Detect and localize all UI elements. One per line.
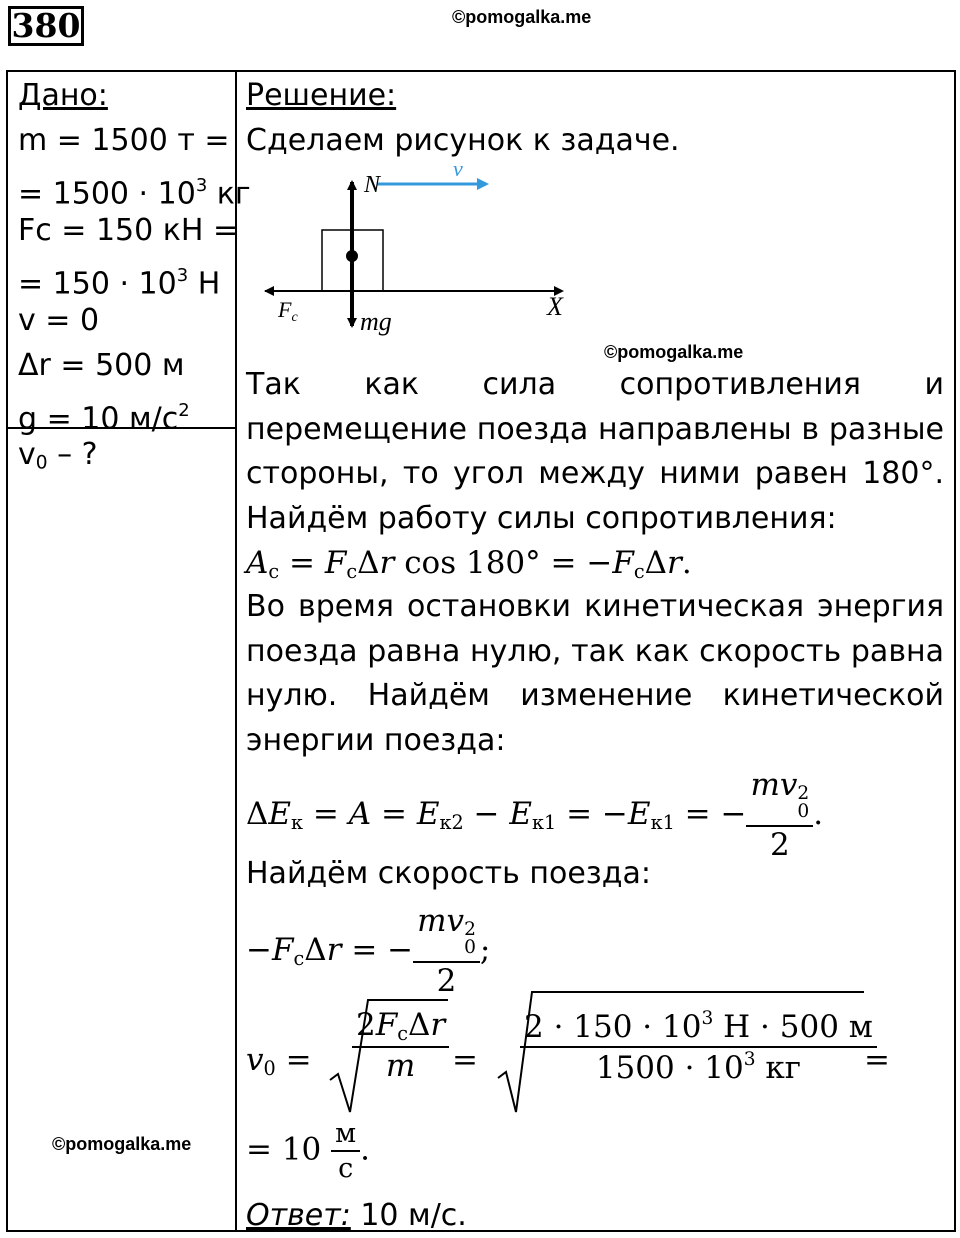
label-x: X <box>547 292 563 321</box>
watermark-middle: ©pomogalka.me <box>604 342 744 362</box>
sqrt-fraction-1: $\frac{2F_c\Delta r}{m}$ <box>352 1010 449 1082</box>
equation-energy-change: $\Delta E_к = A = E_{к2} - E_{к1} = -E_{к1}$ = − mv 2 0 2 . <box>246 767 824 863</box>
equation-result: = 10 $\frac{м}{с}$ . <box>246 1118 371 1184</box>
equation-work-energy: $-F_c\Delta r$ = − mv 2 0 2 ; <box>246 903 491 999</box>
given-gravity: g = 10 $м/с^2$ <box>18 400 190 437</box>
label-fc: Fc <box>278 297 298 325</box>
problem-number: 380 <box>8 6 84 46</box>
sqrt-fraction-2: $\frac{2 \cdot 150 \cdot 10^3 Н \cdot 500 м}{1500 \cdot 10^3 кг}$ <box>520 1010 877 1084</box>
given-mass: m = 1500 т = <box>18 123 230 158</box>
watermark-top: ©pomogalka.me <box>452 7 592 27</box>
label-n: N <box>364 172 381 198</box>
answer-label: Ответ: <box>246 1198 351 1233</box>
answer-line <box>246 1196 467 1236</box>
paragraph-energy: Во время остановки кинетическая энергия поезда равна нулю, так как скорость равна нулю. Найдём изменение кинетической энергии поезда: <box>246 589 944 758</box>
given-title: Дано: <box>18 78 108 113</box>
equation-v0-symbol: $v_0$ = <box>246 1042 312 1080</box>
paragraph-find-speed: Найдём скорость поезда: <box>246 856 651 891</box>
equation-work: $A_c = F_c\Delta r$ $\cos 180^\circ = -F_c\Delta r$. <box>246 545 692 583</box>
given-mass-si: = $1500 \cdot 10^3$ кг <box>18 175 251 212</box>
equals-sign-tail: = <box>864 1042 890 1078</box>
solution-intro: Сделаем рисунок к задаче. <box>246 123 680 158</box>
given-force-si: = $150 \cdot 10^3$ Н <box>18 265 221 302</box>
watermark-bottom-left: ©pomogalka.me <box>52 1134 192 1154</box>
given-displacement: Δr = 500 м <box>18 348 185 383</box>
answer-value: 10 м/с. <box>350 1198 467 1233</box>
given-force: Fc = 150 кН = <box>18 213 239 248</box>
given-velocity: v = 0 <box>18 303 100 338</box>
fraction-kinetic-energy-2: mv 2 0 2 <box>413 906 480 997</box>
paragraph-angle: Так как сила сопротивления и перемещение поезда направлены в разные стороны, то угол между ними равен 180°. Найдём работу силы сопротивления: <box>246 367 944 536</box>
equals-sign-mid: = <box>452 1042 478 1078</box>
label-v: v <box>453 156 463 181</box>
label-mg: mg <box>360 307 392 336</box>
solution-title: Решение: <box>246 78 397 113</box>
find-block: $v_0$ – ? <box>18 437 98 474</box>
fraction-kinetic-energy: mv 2 0 2 <box>746 770 813 861</box>
